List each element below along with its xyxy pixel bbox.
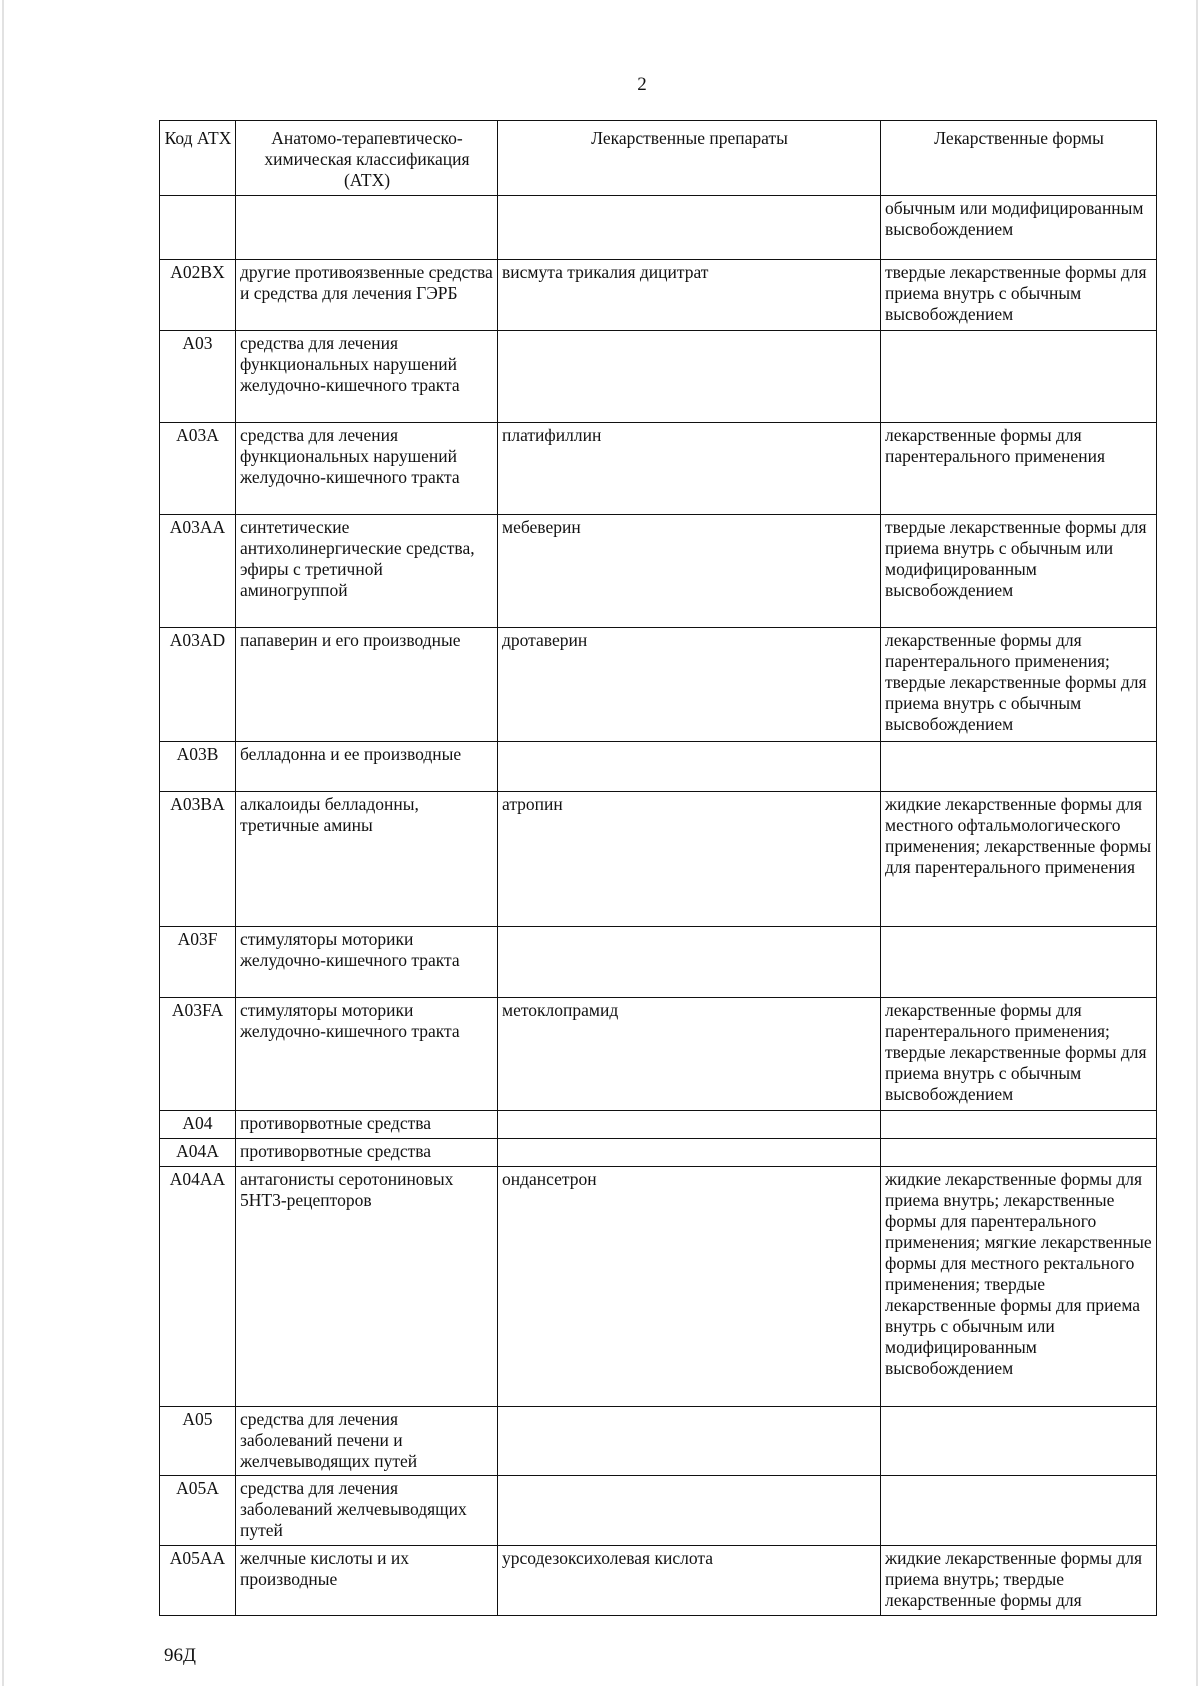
table-row [160,742,1157,792]
cell-form [881,927,1157,998]
page-number: 2 [637,74,647,95]
header-classification: Анатомо-терапевтическо-химическая классификация (АТХ) [236,121,498,196]
cell-drug [498,1476,881,1546]
table-row [160,196,1157,260]
cell-drug: платифиллин [498,423,881,515]
cell-code: A03FA [160,998,236,1111]
cell-code: A04AA [160,1167,236,1407]
cell-form: жидкие лекарственные формы для местного офтальмологического применения; лекарственные формы для парентерального применения [881,792,1157,927]
cell-code: A03BA [160,792,236,927]
cell-form: обычным или модифицированным высвобождением [881,196,1157,260]
header-forms: Лекарственные формы [881,121,1157,196]
cell-form [881,1139,1157,1167]
cell-drug: метоклопрамид [498,998,881,1111]
cell-class [236,196,498,260]
table-header-row [160,121,1157,196]
cell-drug [498,1139,881,1167]
table-row [160,1111,1157,1139]
cell-class: противорвотные средства [236,1111,498,1139]
cell-drug: висмута трикалия дицитрат [498,260,881,331]
table-row [160,1476,1157,1546]
cell-code: A03A [160,423,236,515]
cell-code: A03AA [160,515,236,628]
cell-class: желчные кислоты и их производные [236,1546,498,1616]
cell-form: лекарственные формы для парентерального применения; твердые лекарственные формы для приема внутрь с обычным высвобождением [881,998,1157,1111]
table-row [160,628,1157,742]
table-row [160,331,1157,423]
cell-class: антагонисты серотониновых 5HT3-рецепторов [236,1167,498,1407]
cell-form [881,742,1157,792]
cell-form [881,1476,1157,1546]
cell-form: твердые лекарственные формы для приема внутрь с обычным высвобождением [881,260,1157,331]
cell-code: A03 [160,331,236,423]
cell-class: стимуляторы моторики желудочно-кишечного тракта [236,927,498,998]
cell-code: A03F [160,927,236,998]
header-drugs: Лекарственные препараты [498,121,881,196]
scan-right-edge [1196,0,1198,1686]
cell-drug: урсодезоксихолевая кислота [498,1546,881,1616]
cell-class: средства для лечения функциональных нарушений желудочно-кишечного тракта [236,423,498,515]
cell-drug: дротаверин [498,628,881,742]
atx-table [159,120,1157,1616]
cell-drug: мебеверин [498,515,881,628]
cell-class: средства для лечения функциональных нарушений желудочно-кишечного тракта [236,331,498,423]
cell-code: A05AA [160,1546,236,1616]
table-row [160,1167,1157,1407]
cell-drug [498,742,881,792]
table-row [160,423,1157,515]
cell-code: A03AD [160,628,236,742]
cell-form [881,331,1157,423]
document-code: 96Д [164,1645,196,1666]
cell-code: A05A [160,1476,236,1546]
cell-code [160,196,236,260]
cell-form [881,1407,1157,1476]
cell-class: синтетические антихолинергические средства, эфиры с третичной аминогруппой [236,515,498,628]
table-row [160,515,1157,628]
cell-form: твердые лекарственные формы для приема внутрь с обычным или модифицированным высвобождением [881,515,1157,628]
header-code: Код АТХ [160,121,236,196]
table-row [160,1139,1157,1167]
cell-drug [498,331,881,423]
cell-class: папаверин и его производные [236,628,498,742]
table-row [160,260,1157,331]
table-row [160,1407,1157,1476]
table-row [160,792,1157,927]
cell-form: жидкие лекарственные формы для приема внутрь; твердые лекарственные формы для [881,1546,1157,1616]
scan-left-edge [2,0,4,1686]
cell-class: противорвотные средства [236,1139,498,1167]
cell-drug [498,1407,881,1476]
cell-code: A05 [160,1407,236,1476]
cell-class: алкалоиды белладонны, третичные амины [236,792,498,927]
cell-form: жидкие лекарственные формы для приема внутрь; лекарственные формы для парентерального применения; мягкие лекарственные формы для местного ректального применения; твердые лекарственные формы для приема внутрь с обычным или модифицированным высвобождением [881,1167,1157,1407]
cell-class: другие противоязвенные средства и средства для лечения ГЭРБ [236,260,498,331]
cell-drug [498,1111,881,1139]
cell-drug: ондансетрон [498,1167,881,1407]
cell-code: A04A [160,1139,236,1167]
table-row [160,998,1157,1111]
cell-form: лекарственные формы для парентерального применения [881,423,1157,515]
cell-form: лекарственные формы для парентерального применения; твердые лекарственные формы для приема внутрь с обычным высвобождением [881,628,1157,742]
cell-class: белладонна и ее производные [236,742,498,792]
cell-code: A04 [160,1111,236,1139]
cell-form [881,1111,1157,1139]
cell-drug [498,927,881,998]
cell-code: A03B [160,742,236,792]
cell-drug [498,196,881,260]
table-row [160,927,1157,998]
cell-class: средства для лечения заболеваний печени и желчевыводящих путей [236,1407,498,1476]
cell-drug: атропин [498,792,881,927]
cell-class: средства для лечения заболеваний желчевыводящих путей [236,1476,498,1546]
cell-class: стимуляторы моторики желудочно-кишечного тракта [236,998,498,1111]
cell-code: A02BX [160,260,236,331]
table-row [160,1546,1157,1616]
